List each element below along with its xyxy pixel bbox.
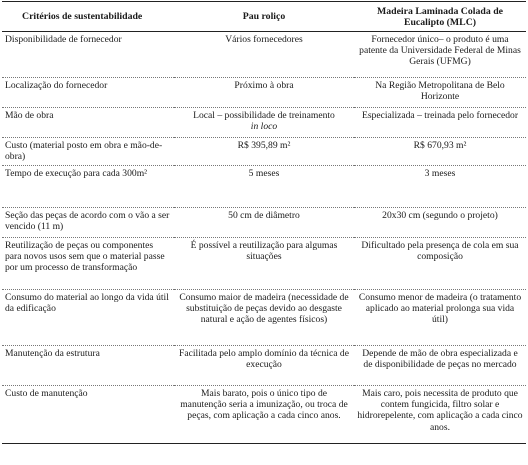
criterion-cell: Consumo do material ao longo da vida útil da edificação [2, 290, 174, 346]
pau-rolico-cell: Facilitada pelo amplo domínio da técnica de execução [174, 346, 354, 386]
table-header-row [2, 2, 526, 32]
table-row [2, 290, 526, 346]
pau-rolico-cell: 5 meses [174, 166, 354, 208]
pau-rolico-cell: R$ 395,89 m² [174, 138, 354, 166]
header-mlc: Madeira Laminada Colada de Eucalipto (MLC) [354, 2, 526, 32]
header-pau-rolico: Pau roliço [174, 2, 354, 32]
criterion-cell: Custo (material posto em obra e mão-de-obra) [2, 138, 174, 166]
mlc-cell: 3 meses [354, 166, 526, 208]
mlc-cell: R$ 670,93 m² [354, 138, 526, 166]
mlc-cell: 20x30 cm (segundo o projeto) [354, 208, 526, 238]
mlc-cell: Depende de mão de obra especializada e de disponibilidade de peças no mercado [354, 346, 526, 386]
pau-rolico-cell: Consumo maior de madeira (necessidade de substituição de peças devido ao desgaste natural e ação de agentes físicos) [174, 290, 354, 346]
pau-rolico-text: Local – possibilidade de treinamento [193, 110, 335, 121]
pau-rolico-italic-text: in loco [250, 121, 278, 133]
table-row [2, 108, 526, 138]
mlc-cell: Especializada – treinada pelo fornecedor [354, 108, 526, 138]
criterion-cell: Tempo de execução para cada 300m² [2, 166, 174, 208]
mlc-cell: Dificultado pela presença de cola em sua composição [354, 238, 526, 290]
table-row [2, 166, 526, 208]
criterion-cell: Custo de manutenção [2, 386, 174, 444]
criterion-cell: Disponibilidade de fornecedor [2, 32, 174, 78]
table-row [2, 238, 526, 290]
sustainability-comparison-table [2, 1, 526, 444]
table-row [2, 208, 526, 238]
pau-rolico-cell: Mais barato, pois o único tipo de manutenção seria a imunização, ou troca de peças, com aplicação a cada cinco anos. [174, 386, 354, 444]
criterion-cell: Manutenção da estrutura [2, 346, 174, 386]
table-row [2, 138, 526, 166]
pau-rolico-cell [174, 108, 354, 138]
mlc-cell: Mais caro, pois necessita de produto que contem fungicida, filtro solar e hidrorepelente, com aplicação a cada cinco anos. [354, 386, 526, 444]
criterion-cell: Localização do fornecedor [2, 78, 174, 108]
pau-rolico-cell: É possível a reutilização para algumas situações [174, 238, 354, 290]
mlc-cell: Fornecedor único– o produto é uma patente da Universidade Federal de Minas Gerais (UFMG) [354, 32, 526, 78]
pau-rolico-cell: Próximo à obra [174, 78, 354, 108]
table-row [2, 346, 526, 386]
criterion-cell: Reutilização de peças ou componentes para novos usos sem que o material passe por um processo de transformação [2, 238, 174, 290]
table-row [2, 78, 526, 108]
mlc-cell: Na Região Metropolitana de Belo Horizonte [354, 78, 526, 108]
table-row [2, 32, 526, 78]
pau-rolico-cell: Vários fornecedores [174, 32, 354, 78]
mlc-cell: Consumo menor de madeira (o tratamento aplicado ao material prolonga sua vida útil) [354, 290, 526, 346]
table-row [2, 386, 526, 444]
pau-rolico-cell: 50 cm de diâmetro [174, 208, 354, 238]
criterion-cell: Mão de obra [2, 108, 174, 138]
criterion-cell: Seção das peças de acordo com o vão a ser vencido (11 m) [2, 208, 174, 238]
header-criterion: Critérios de sustentabilidade [2, 2, 174, 32]
